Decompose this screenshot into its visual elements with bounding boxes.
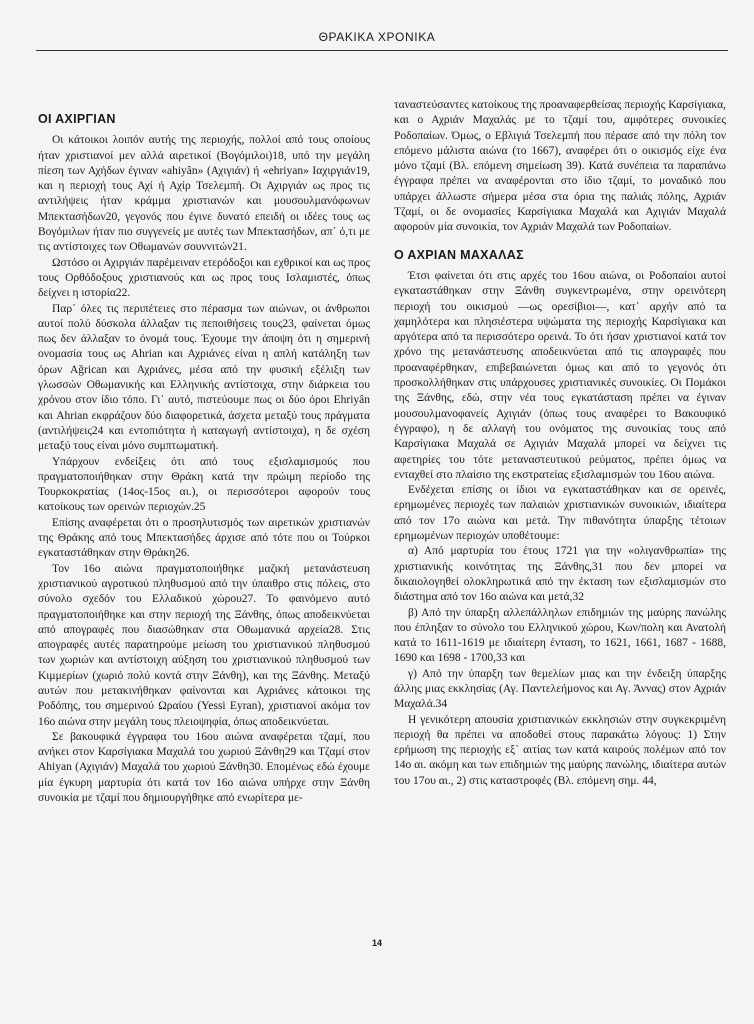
paragraph: Οι κάτοικοι λοιπόν αυτής της περιοχής, πολλοί από τους οποίους ήταν χριστιανοί μεν αλλά αιρετικοί (Βογόμιλοι)18, υπό την μεγάλη πίεση των Αχήδων έγιναν «ahiyân» (Αχιγιάν) ή «ehriyan» Ιαχιργιάν19, και η περιοχή τους Αχί ή Αχίρ Τσελεμπή. Οι Αχιργιάν ως προς τις αντιλήψεις ήταν κράμμα χριστιανών και μουσουλμανόφωνων Μπεκτασήδων20, γεγονός που έγινε δυνατό επειδή οι ιδέες τους ως Βογόμιλων ήταν πιο συγγενείς με αυτές των Μπεκτασήδων, απ᾽ ό,τι με τις αντίστοιχες των Οθωμανών σουννιτών21.	[38, 134, 370, 254]
paragraph: Επίσης αναφέρεται ότι ο προσηλυτισμός των αιρετικών χριστιανών της Θράκης από τους Μπεκτασήδες άρχισε από τότε που οι Τούρκοι εγκαταστάθηκαν στην Θράκη26.	[38, 516, 370, 560]
continued-paragraph: ταναστεύσαντες κατοίκους της προαναφερθείσας περιοχής Καρσίγιακα, και ο Αχριάν Μαχαλάς με το τζαμί του, αμφότερες συνοικίες Ροδοπαίων. Όμως, ο Εβλιγιά Τσελεμπή που πέρασε από την πόλη τον επόμενο μάλιστα αιώνα (το 1667), αναφέρει ότι ο οικισμός είχε ένα μόνο τζαμί (Βλ. επόμενη σημείωση 39). Κατά συνέπεια τα παραπάνω έγγραφα πρέπει να αναφέρονται στο ίδιο τζαμί, το μοναδικό που υπάρχει άλλωστε σήμερα μέσα στα όρια της παλιάς πόλης, Αχριάν Τζαμί, οι δε ονομασίες Καρσίγιακα Μαχαλά και Αχιγιάν Μαχαλά αφορούν μία συνοικία, τον Αχριάν Μαχαλά των Ροδοπαίων.	[394, 99, 726, 234]
paragraph: Παρ᾽ όλες τις περιπέτειες στο πέρασμα των αιώνων, οι άνθρωποι αυτοί πολύ δύσκολα άλλαξαν τις πεποιθήσεις τους23, φαίνεται όμως πως δεν άλλαξαν το όνομά τους. Έχουμε την άποψη ότι η σημερινή ονομασία τους ως Ahrian και Αχριάνες είναι η απλή κατάληξη των όρων Ağrican και Αχριάνες, μέσα από την φυσική εξέλιξη των γλωσσών Οθωμανικής και Ελληνικής αντίστοιχα, στην διάρκεια του χρόνου στον ίδιο τόπο. Γι᾽ αυτό, πιστεύουμε πως οι δύο όροι Ehriyân και Ahrian εκφράζουν δύο διαφορετικά, άσχετα μεταξύ τους πράγματα (αντιλήψεις24 και εντοπιότητα ή καταγωγή αντίστοιχα), η δε σχέση μεταξύ τους είναι μόνο συμπτωματική.	[38, 302, 370, 453]
page-number: 14	[371, 938, 382, 948]
paragraph: Σε βακουφικά έγγραφα του 16ου αιώνα αναφέρεται τζαμί, που ανήκει στον Καρσίγιακα Μαχαλά του χωριού Ξάνθη29 και Τζαμί στον Ahiyan (Αχιγιάν) Μαχαλά του χωριού Ξάνθη30. Επομένως εδώ έχουμε μία έγκυρη μαρτυρία ότι κατά τον 16ο αιώνα υπήρχε στην Ξάνθη συνοικία με τζαμί που δημιουργήθηκε από ενωρίτερα με-	[38, 730, 370, 805]
paragraph: Τον 16ο αιώνα πραγματοποιήθηκε μαζική μετανάστευση χριστιανικού αγροτικού πληθυσμού από την ύπαιθρο στις πόλεις, στο σύνολο σχεδόν του Ελλαδικού χώρου27. Το φαινόμενο αυτό πραγματοποιήθηκε και στην περιοχή της Ξάνθης, όπως αποδεικνύεται από απογραφές που διασώθηκαν στα Οθωμανικά αρχεία28. Στις απογραφές αυτές παρατηρούμε μείωση του χριστιανικού πληθυσμού των χωριών και αντίστοιχη αύξηση του χριστιανικού πληθυσμού των Κιμμερίων (χωριό πολύ κοντά στην Ξάνθη), και της Ξάνθης. Μεταξύ αυτών που μετακινήθηκαν φαίνονται και Αχριάνες κάτοικοι της Ροδόπης, του σημερινού Ωραίου (Yessi Eyran), χριστιανοί ακόμα τον 16ο αιώνα στην μεγάλη τους πλειοψηφία, όπως αποδεικνύεται.	[38, 562, 370, 728]
paragraph: Υπάρχουν ενδείξεις ότι από τους εξισλαμισμούς που πραγματοποιήθηκαν στην Θράκη κατά την πρώιμη περίοδο της Τουρκοκρατίας (14ος-15ος αι.), οι περισσότεροι αφορούν τους κατοίκους των ορεινών περιοχών.25	[38, 455, 370, 514]
list-item: γ) Από την ύπαρξη των θεμελίων μιας και την ένδειξη ύπαρξης άλλης μιας εκκλησίας (Αγ. Παντελεήμονος και Αγ. Άννας) στον Αχριάν Μαχαλά.34	[394, 667, 726, 711]
closing-paragraph: Η γενικότερη απουσία χριστιανικών εκκλησιών στην συγκεκριμένη περιοχή θα πρέπει να αποδοθεί στους παρακάτω λόγους: 1) Στην ερήμωση της περιοχής εξ᾽ αιτίας των κατά καιρούς πολέμων από τον 14ο αι. ακόμη και των επιδημιών της μαύρης πανώλης, ιδιαίτερα αυτών του 17ου αι., 2) στις καταστροφές (Βλ. επόμενη σημ. 44,	[394, 713, 726, 787]
section-heading-achirgian: ΟΙ ΑΧΙΡΓΙΑΝ	[38, 112, 116, 126]
paragraph: Ενδέχεται επίσης οι ίδιοι να εγκαταστάθηκαν και σε ορεινές, ερημωμένες περιοχές των παλαιών χριστιανικών συνοικιών, ιδιαίτερα από τον 17ο αιώνα και μετά. Την πιθανότητα ύπαρξης τέτοιων ερημωμένων περιοχών υποθέτουμε:	[394, 484, 726, 543]
right-column	[394, 98, 726, 789]
running-title: ΘΡΑΚΙΚΑ ΧΡΟΝΙΚΑ	[318, 30, 436, 44]
paragraph: Ωστόσο οι Αχιργιάν παρέμειναν ετερόδοξοι και εχθρικοί και ως προς τους Ορθόδοξους χριστιανούς και ως προς τους Ισλαμιστές, όπως δείχνει η ιστορία22.	[38, 256, 370, 300]
left-column	[38, 112, 370, 806]
list-item: α) Από μαρτυρία του έτους 1721 για την «ολιγανθρωπία» της χριστιανικής κοινότητας της Ξάνθης,31 που δεν μπορεί να δικαιολογηθεί ολοκληρωτικά από την έκταση των εξισλαμισμών στο διάστημα από τον 16ο αιώνα και μετά,32	[394, 545, 726, 604]
header-rule	[36, 50, 728, 51]
list-item: β) Από την ύπαρξη αλλεπάλληλων επιδημιών της μαύρης πανώλης που έπληξαν το σύνολο του Ελληνικού χώρου, Κων/πολη και Ανατολή κατά το 1611-1619 με ιδιαίτερη ένταση, το 1621, 1661, 1687 - 1688, 1690 και 1698 - 1700,33 και	[394, 606, 726, 665]
paragraph: Έτσι φαίνεται ότι στις αρχές του 16ου αιώνα, οι Ροδοπαίοι αυτοί εγκαταστάθηκαν στην Ξάνθη συγκεντρωμένα, στην ορεινότερη περιοχή του οικισμού —ως ορεσίβιοι—, κατ᾽ αρχήν από τα χαμηλότερα και πλησιέστερα υψώματα της περιοχής Καρσίγιακα και αργότερα από τα περισσότερο ορεινά. Το ότι ήσαν χριστιανοί κατά τον χρόνο της μετανάστευσης αποδεικνύεται από τις απογραφές που προαναφέρθηκαν, επιβεβαιώνεται όμως και από το γεγονός ότι προσκολλήθηκαν στις υπάρχουσες χριστιανικές συνοικίες. Οι Πομάκοι της Ξάνθης, εδώ, στην νέα τους εγκατάσταση πρέπει να έγιναν μουσουλμανοφανείς Αχιγιάν (όπως τους αναφέρει το Βακουφικό έγγραφο), η δε αλλαγή του ονόματος της συνοικίας τους από Καρσίγιακα Μαχαλά σε Αχιγιάν Μαχαλά μπορεί να δείχνει τις αφετηρίες του τότε μεταναστευτικού ρεύματος, πρέπει όμως να ενταχθεί στο πλαίσιο της εκστρατείας εξισλαμισμών του 16ου αιώνα.	[394, 269, 726, 481]
section-heading-achrian-machalas: Ο ΑΧΡΙΑΝ ΜΑΧΑΛΑΣ	[394, 247, 524, 262]
